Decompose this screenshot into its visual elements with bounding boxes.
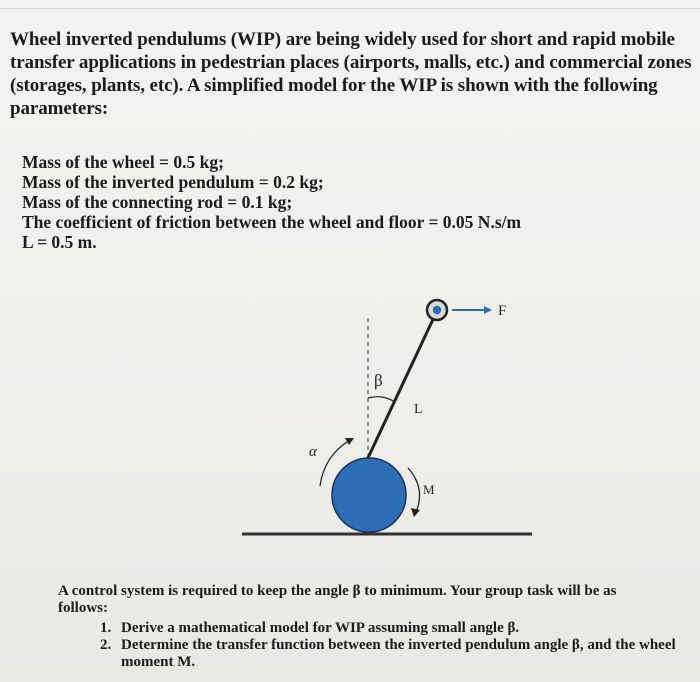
label-beta: β xyxy=(374,371,383,390)
intro-paragraph xyxy=(10,28,700,120)
label-alpha: α xyxy=(309,444,317,460)
parameter-list xyxy=(22,152,662,252)
task-intro-line: follows: xyxy=(58,600,108,616)
beta-arc xyxy=(368,397,395,402)
wheel xyxy=(332,458,406,532)
task-intro-line: A control system is required to keep the angle β to minimum. Your group task will be as xyxy=(58,583,617,599)
param-pendulum-mass: Mass of the inverted pendulum = 0.2 kg; xyxy=(22,172,324,192)
force-arrowhead xyxy=(484,306,492,314)
param-wheel-mass: Mass of the wheel = 0.5 kg; xyxy=(22,152,224,172)
label-L: L xyxy=(414,402,423,417)
alpha-arrowhead xyxy=(345,438,354,445)
task-section xyxy=(58,583,698,671)
top-divider xyxy=(0,8,700,9)
param-friction: The coefficient of friction between the wheel and floor = 0.05 N.s/m xyxy=(22,212,522,232)
task-list xyxy=(58,620,698,671)
intro-line: Wheel inverted pendulums (WIP) are being widely used for short and rapid mobile xyxy=(10,29,675,50)
task-item-1: 1. Derive a mathematical model for WIP assuming small angle β. xyxy=(115,620,698,637)
label-M: M xyxy=(423,482,435,497)
wip-diagram xyxy=(240,288,540,548)
task-item-2: 2. Determine the transfer function between the inverted pendulum angle β, and the wheel moment M. xyxy=(115,637,698,671)
param-rod-mass: Mass of the connecting rod = 0.1 kg; xyxy=(22,192,293,212)
intro-line: transfer applications in pedestrian places (airports, malls, etc.) and commercial zones xyxy=(10,52,692,73)
pendulum-bob-center xyxy=(433,306,441,314)
param-length: L = 0.5 m. xyxy=(22,232,97,252)
moment-arrowhead xyxy=(411,508,420,517)
moment-arc xyxy=(408,468,420,512)
label-F: F xyxy=(498,303,507,319)
intro-line: parameters: xyxy=(10,98,109,119)
intro-line: (storages, plants, etc). A simplified model for the WIP is shown with the following xyxy=(10,75,658,96)
